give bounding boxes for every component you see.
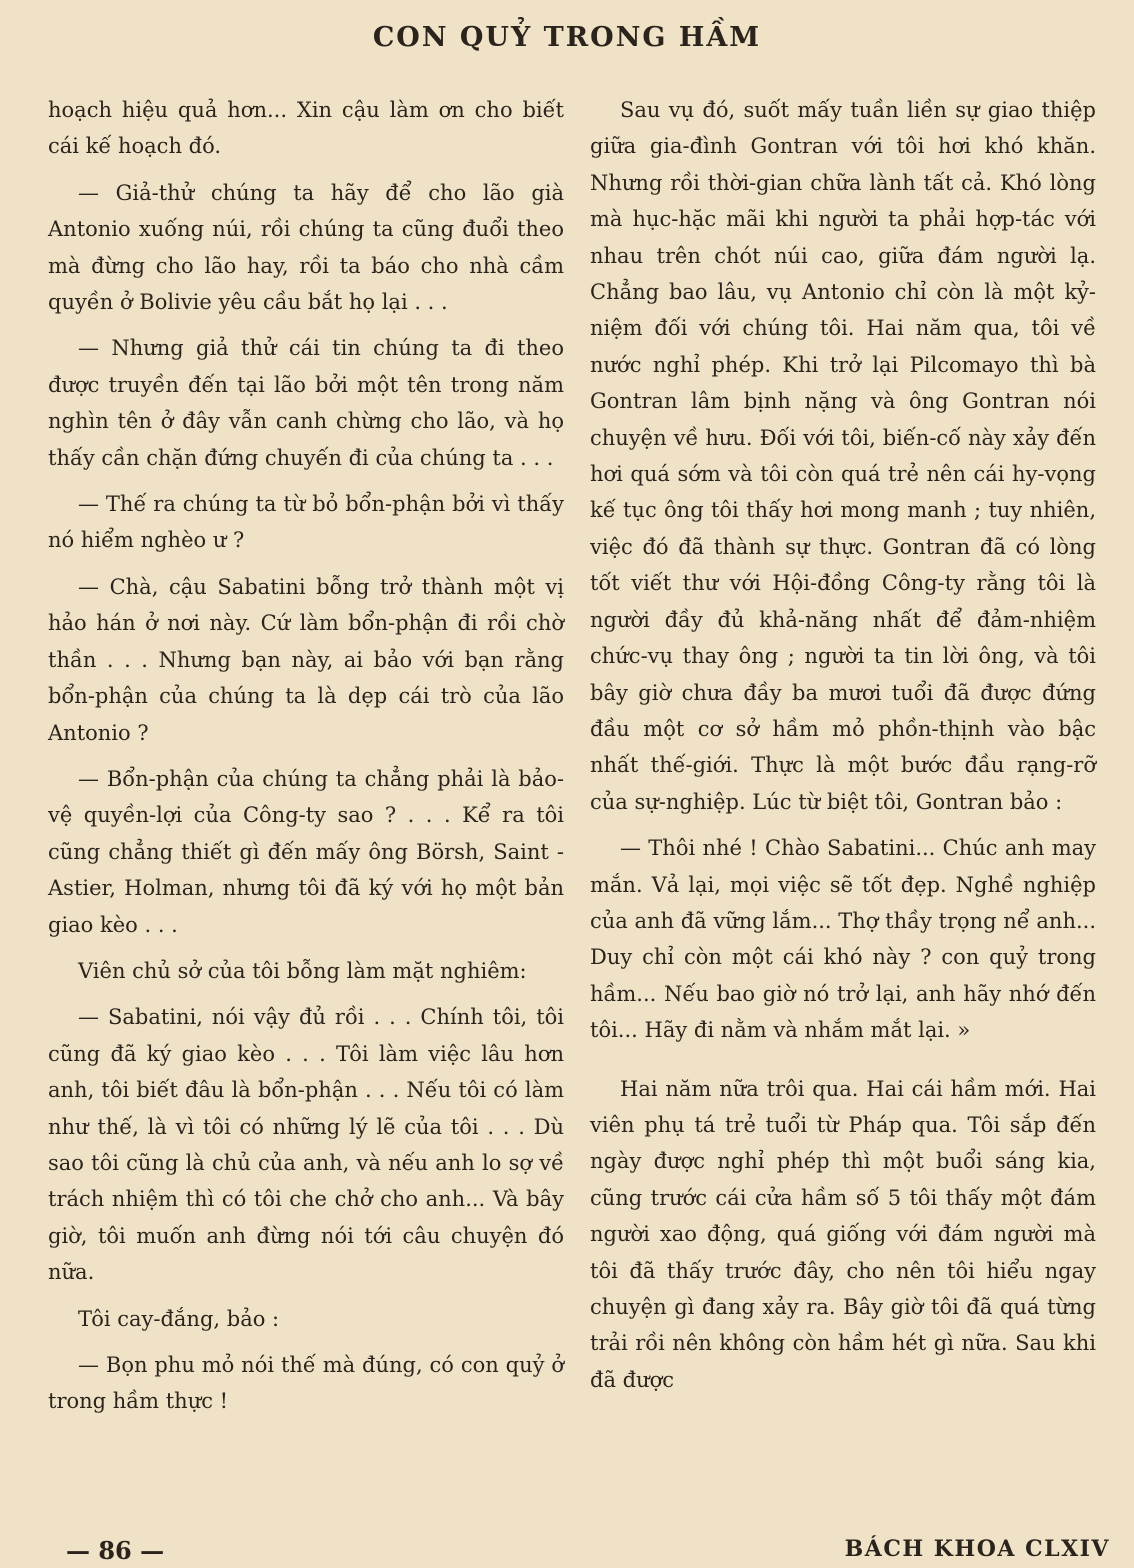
right-column bbox=[590, 92, 1096, 1408]
paragraph: Hai năm nữa trôi qua. Hai cái hầm mới. Hai viên phụ tá trẻ tuổi từ Pháp qua. Tôi sắp đến ngày được nghỉ phép thì một buổi sáng kia, cũng trước cái cửa hầm số 5 tôi thấy một đám người xao động, quá giống với đám người mà tôi đã thấy trước đây, cho nên tôi hiểu ngay chuyện gì đang xảy ra. Bây giờ tôi đã quá từng trải rồi nên không còn hầm hét gì nữa. Sau khi đã được bbox=[590, 1076, 1096, 1392]
paragraph: — Giả-thử chúng ta hãy để cho lão già Antonio xuống núi, rồi chúng ta cũng đuổi theo mà đừng cho lão hay, rồi ta báo cho nhà cầm quyền ở Bolivie yêu cầu bắt họ lại . . . bbox=[48, 180, 564, 315]
paragraph: — Nhưng giả thử cái tin chúng ta đi theo được truyền đến tại lão bởi một tên trong năm nghìn tên ở đây vẫn canh chừng cho lão, và họ thấy cần chặn đứng chuyến đi của chúng ta . . . bbox=[48, 336, 564, 470]
paragraph: — Thế ra chúng ta từ bỏ bổn-phận bởi vì thấy nó hiểm nghèo ư ? bbox=[48, 492, 564, 553]
paragraph: — Sabatini, nói vậy đủ rồi . . . Chính tôi, tôi cũng đã ký giao kèo . . . Tôi làm việc lâu hơn anh, tôi biết đâu là bổn-phận . . . Nếu tôi có làm như thế, là vì tôi có những lý lẽ của tôi . . . Dù sao tôi cũng là chủ của anh, và nếu anh lo sợ về trách nhiệm thì có tôi che chở cho anh... Và bây giờ, tôi muốn anh đừng nói tới câu chuyện đó nữa. bbox=[48, 1005, 564, 1285]
paragraph: — Bọn phu mỏ nói thế mà đúng, có con quỷ ở trong hầm thực ! bbox=[48, 1353, 564, 1414]
paragraph: Tôi cay-đắng, bảo : bbox=[78, 1306, 280, 1331]
magazine-name: BÁCH KHOA CLXIV bbox=[844, 1536, 1110, 1562]
paragraph: — Thôi nhé ! Chào Sabatini... Chúc anh may mắn. Vả lại, mọi việc sẽ tốt đẹp. Nghề nghiệp của anh đã vững lắm... Thợ thầy trọng nể anh... Duy chỉ còn một cái khó này ? con quỷ trong hầm... Nếu bao giờ nó trở lại, anh hãy nhớ đến tôi... Hãy đi nằm và nhắm mắt lại. » bbox=[590, 836, 1096, 1043]
page-number: — 86 — bbox=[66, 1536, 165, 1565]
paragraph: — Bổn-phận của chúng ta chẳng phải là bảo-vệ quyền-lợi của Công-ty sao ? . . . Kể ra tôi cũng chẳng thiết gì đến mấy ông Börsh, Saint - Astier, Holman, nhưng tôi đã ký với họ một bản giao kèo . . . bbox=[48, 766, 564, 937]
paragraph: Viên chủ sở của tôi bỗng làm mặt nghiêm: bbox=[78, 958, 527, 983]
paragraph: Sau vụ đó, suốt mấy tuần liền sự giao thiệp giữa gia-đình Gontran với tôi hơi khó khăn. Nhưng rồi thời-gian chữa lành tất cả. Khó lòng mà hục-hặc mãi khi người ta phải hợp-tác với nhau trên chót núi cao, giữa đám người lạ. Chẳng bao lâu, vụ Antonio chỉ còn là một kỷ-niệm đối với chúng tôi. Hai năm qua, tôi về nước nghỉ phép. Khi trở lại Pilcomayo thì bà Gontran lâm bịnh nặng và ông Gontran nói chuyện về hưu. Đối với tôi, biến-cố này xảy đến hơi quá sớm và tôi còn quá trẻ nên cái hy-vọng kế tục ông tôi thấy hơi mong manh ; tuy nhiên, việc đó đã thành sự thực. Gontran đã có lòng tốt viết thư với Hội-đồng Công-ty rằng tôi là người đầy đủ khả-năng nhất để đảm-nhiệm chức-vụ thay ông ; người ta tin lời ông, và tôi bây giờ chưa đầy ba mươi tuổi đã được đứng đầu một cơ sở hầm mỏ phồn-thịnh vào bậc nhất thế-giới. Thực là một bước đầu rạng-rỡ của sự-nghiệp. Lúc từ biệt tôi, Gontran bảo : bbox=[590, 98, 1096, 814]
page-title: CON QUỶ TRONG HẦM bbox=[372, 22, 762, 53]
paragraph: hoạch hiệu quả hơn... Xin cậu làm ơn cho biết cái kế hoạch đó. bbox=[48, 98, 564, 159]
left-column bbox=[48, 92, 564, 1430]
paragraph: — Chà, cậu Sabatini bỗng trở thành một vị hảo hán ở nơi này. Cứ làm bổn-phận đi rồi chờ thần . . . Nhưng bạn này, ai bảo với bạn rằng bổn-phận của chúng ta là dẹp cái trò của lão Antonio ? bbox=[48, 574, 564, 745]
